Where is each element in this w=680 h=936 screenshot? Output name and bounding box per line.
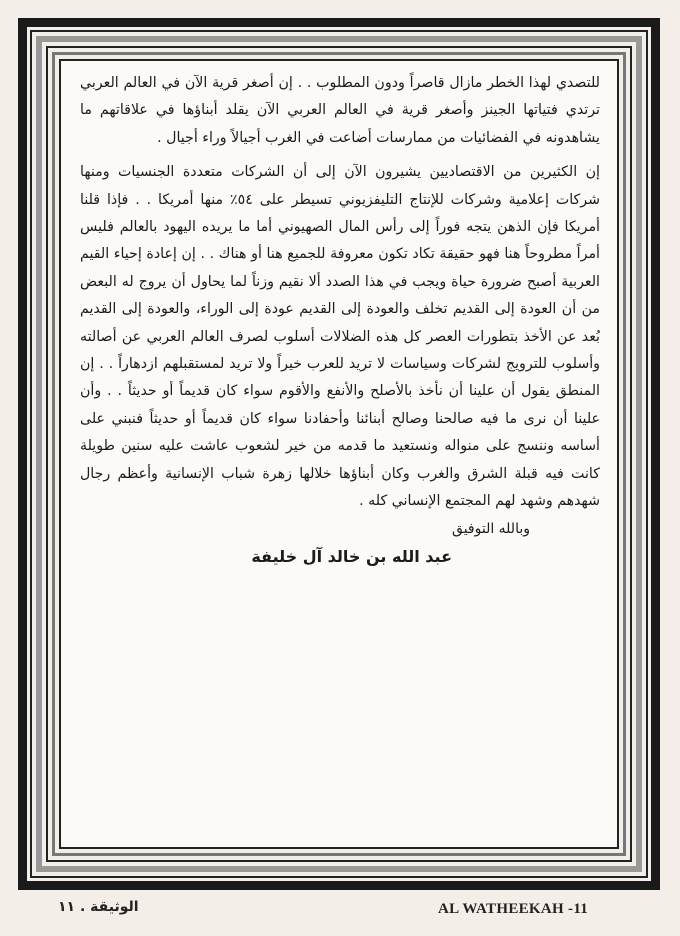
- author-signature: عبد الله بن خالد آل خليفة: [251, 546, 452, 566]
- paragraph-1: للتصدي لهذا الخطر مازال قاصراً ودون المطلوب . . إن أصغر قرية الآن في العالم العربي ترتدي فتياتها الجينز وأصغر قرية في العالم العربي الآن يقلد أبناؤها في علاقاتهم ما يشاهدونه في الفضائيات من ممارسات أضاعت في الغرب أجيالاً وراء أجيال .: [80, 75, 600, 146]
- article-body: [80, 70, 600, 570]
- footer-publication-latin: AL WATHEEKAH -11: [438, 901, 589, 917]
- paragraph-2: إن الكثيرين من الاقتصاديين يشيرون الآن إلى أن الشركات متعددة الجنسيات ومنها شركات إعلامية وشركات للإنتاج التليفزيوني تسيطر على ٥٤٪ منها أمريكا . . فإذا قلنا أمريكا فإن الذهن يتجه فوراً إلى رأس المال الصهيوني أما ما يريده اليهود بالعالم فليس أمراً مطروحاً هنا فهو حقيقة تكاد تكون معروفة للجميع هنا أو هناك . . إن إعادة إحياء القيم العربية أصبح ضرورة حياة ويجب في هذا الصدد ألا نقيم وزناً لما يحاول أن يروج له البعض من أن العودة إلى القديم تخلف والعودة إلى القديم عودة إلى الوراء، والعودة إلى القديم بُعد عن الأخذ بتطورات العصر كل هذه الضلالات أسلوب لصرف العالم العربي عن أصالته وأسلوب للترويج لشركات وسياسات لا تريد للعرب خيراً ولا تريد لمستقبلهم ازدهاراً . . إن المنطق يقول أن علينا أن نأخذ بالأصلح والأنفع والأقوم سواء كان قديماً أو حديثاً . . وأن علينا أن نرى ما فيه صالحنا وصالح أبنائنا وأحفادنا سواء كان قديماً أو حديثاً فنبني على أساسه وننسج على منواله ونستعيد ما قدمه من خير لشعوب عاشت عليه سنين طويلة كانت فيه قبلة الشرق والغرب وكان أبناؤها خلالها زهرة شباب الإنسانية وأعظم رجال شهدهم وشهد لهم المجتمع الإنساني كله .: [80, 164, 600, 510]
- closing-line: وبالله التوفيق: [452, 520, 530, 537]
- footer-publication-arabic: الوثيقة . ١١: [58, 899, 139, 915]
